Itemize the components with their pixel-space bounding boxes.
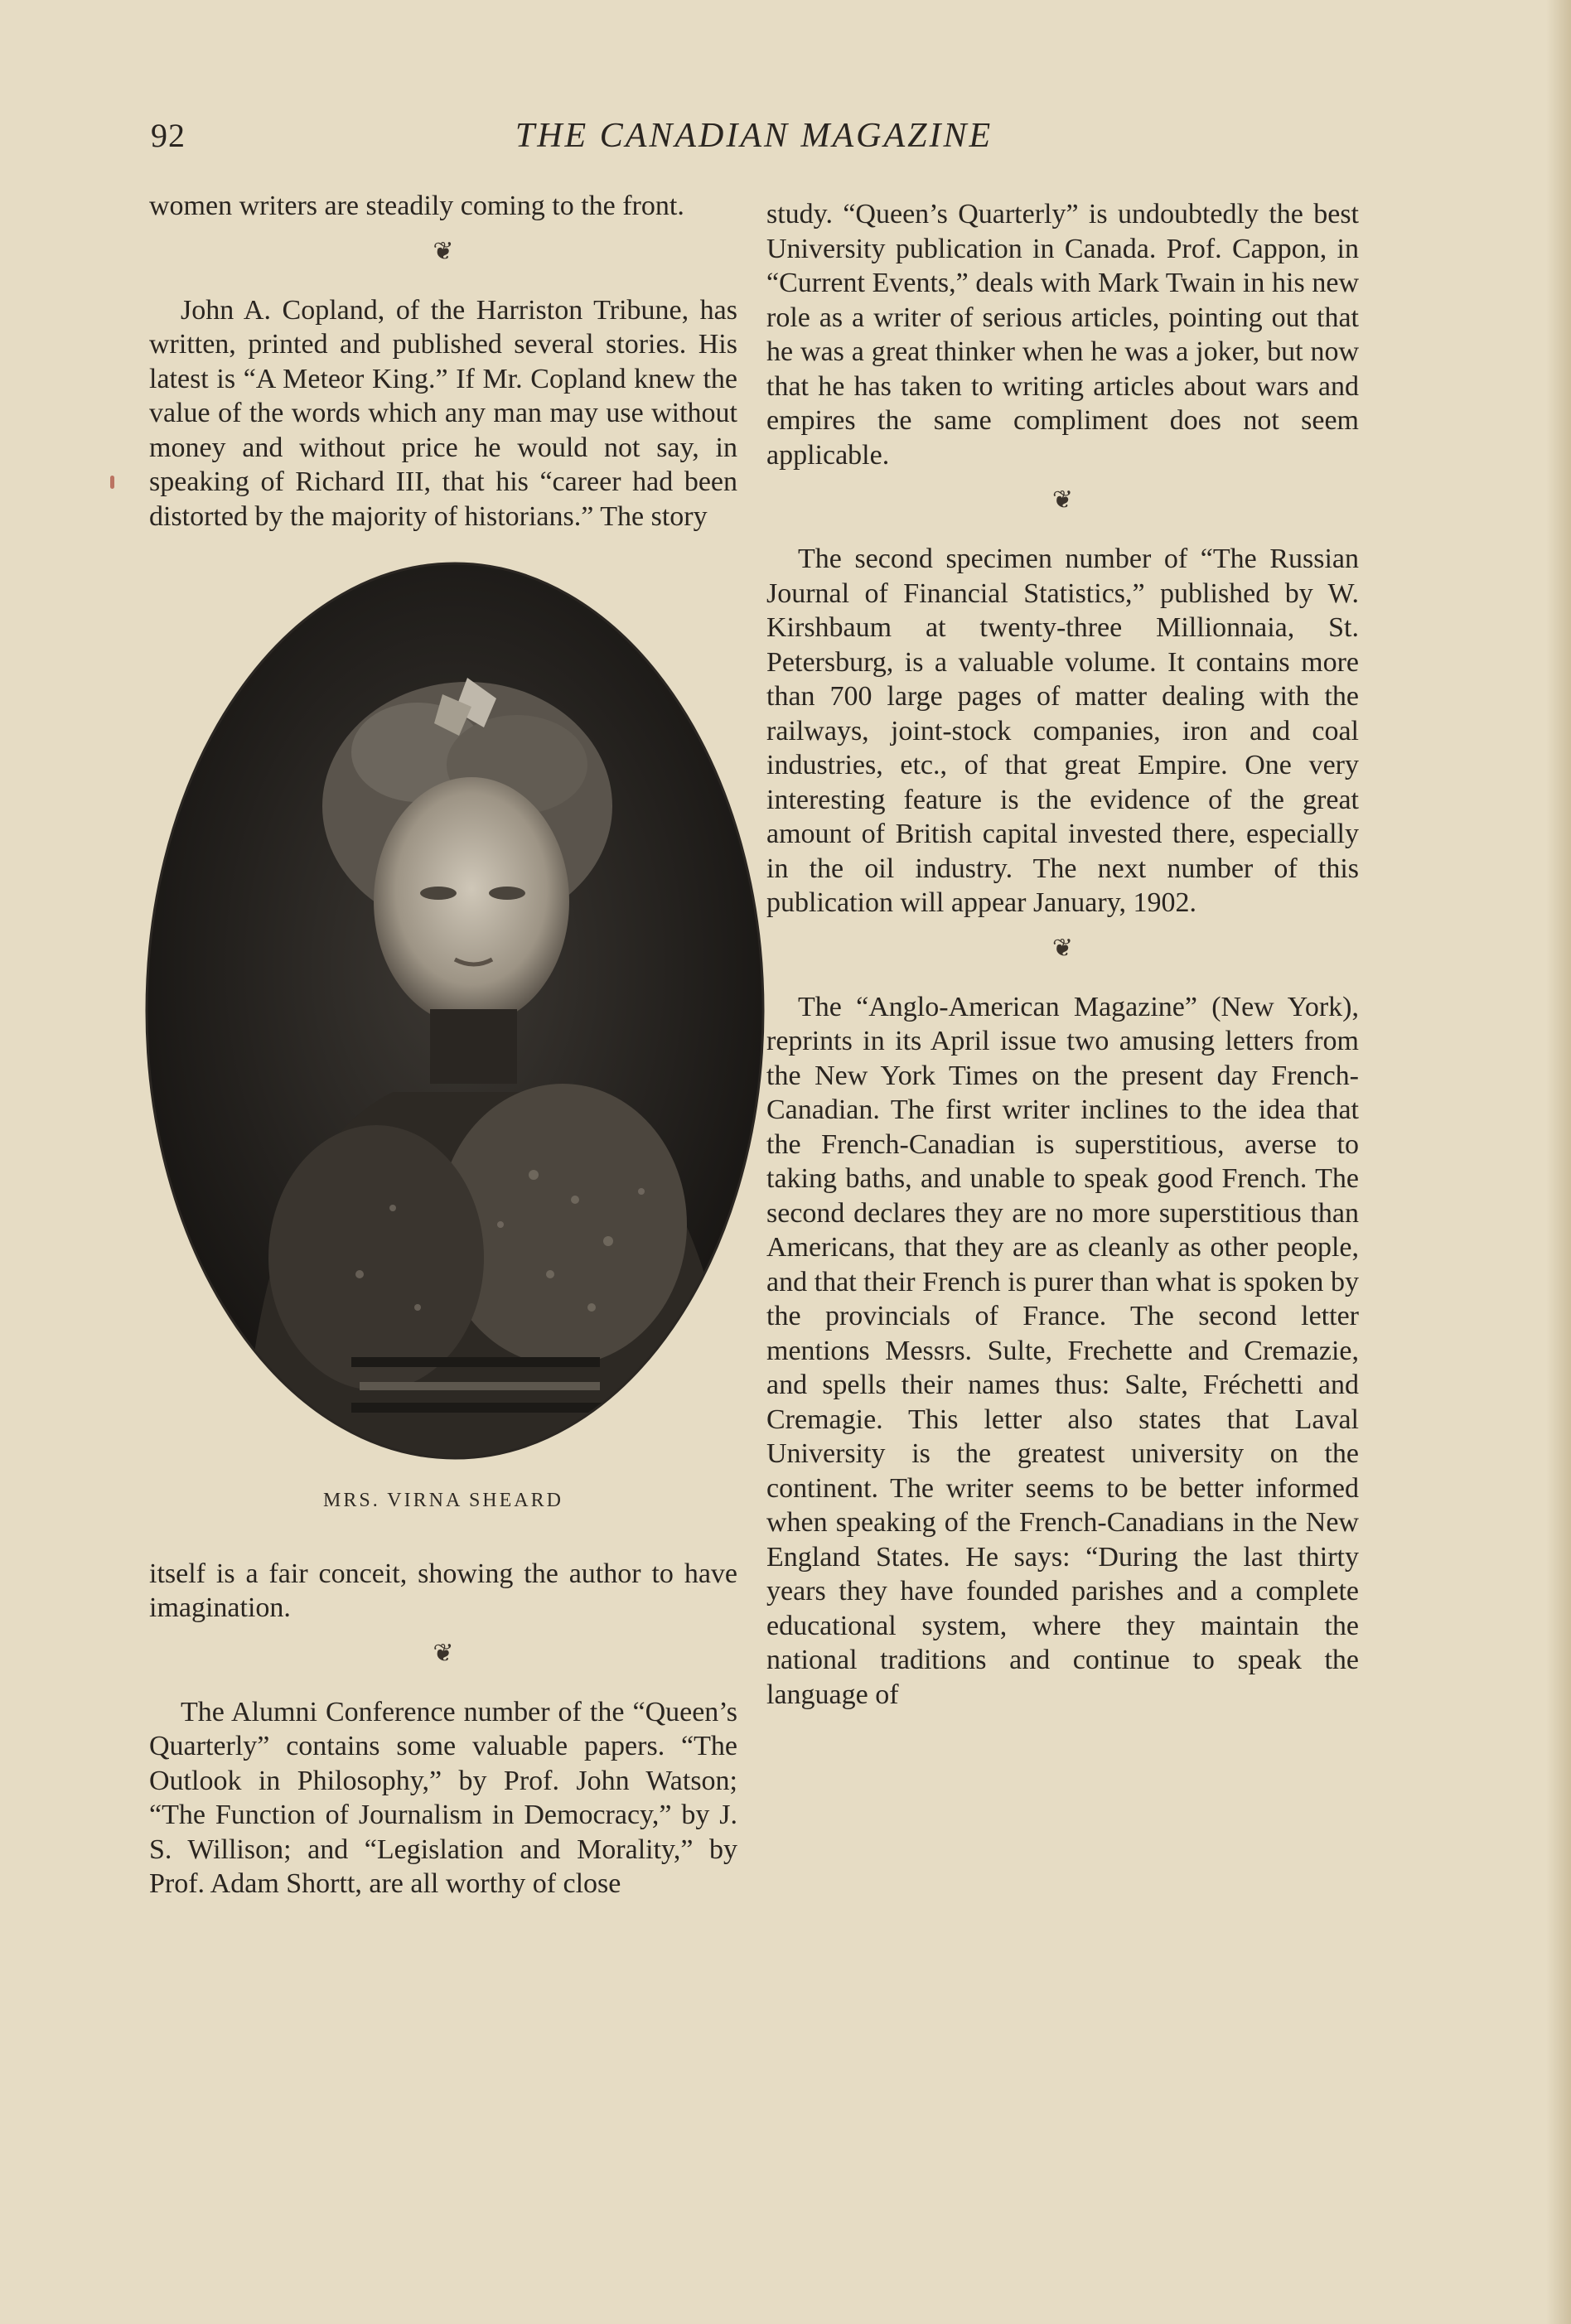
left-column: [149, 189, 737, 1901]
paragraph-queens-quarterly: study. “Queen’s Quarterly” is undoubtedly the best University publication in Canada. Prof. Cappon, in “Current Events,” deals with Mark Twain in his new role as a writer of serious articles, pointing out that he was a great thinker when he was a joker, but now that he has taken to writing articles about wars and empires the same compliment does not seem applicable.: [766, 199, 1359, 471]
ornament-icon: ❦: [433, 1639, 454, 1667]
paragraph-alumni-conference: The Alumni Conference number of the “Queen’s Quarterly” contains some valuable papers. “The Outlook in Philosophy,” by Prof. John Watson; “The Function of Journalism in Democracy,” by J. S. Willison; and “Legislation and Morality,” by Prof. Adam Shortt, are all worthy of close: [149, 1696, 737, 1899]
portrait-photo: [144, 562, 766, 1461]
running-title: THE CANADIAN MAGAZINE: [515, 117, 993, 155]
ornament-icon: ❦: [433, 237, 454, 265]
ornament-icon: ❦: [1051, 486, 1074, 514]
page-number: 92: [151, 117, 186, 154]
page-header: [149, 116, 1359, 166]
paragraph-copland: John A. Copland, of the Harriston Tribune, has written, printed and published several stories. His latest is “A Meteor King.” If Mr. Copland knew the value of the words which any man may use without money and without price he would not say, in speaking of Richard III, that his “career had been distorted by the majority of historians.” The story: [149, 294, 737, 532]
page-edge-shadow: [1546, 0, 1571, 2324]
paragraph-conceit: itself is a fair conceit, showing the author to have imagination.: [149, 1558, 737, 1623]
paragraph-russian-journal: The second specimen number of “The Russian Journal of Financial Statistics,” published by W. Kirshbaum at twenty-three Millionnaia, St. Petersburg, is a valuable volume. It contains more than 700 large pages of matter dealing with the railways, joint-stock companies, iron and coal industries, etc., of that great Empire. One very interesting feature is the evidence of the great amount of British capital invested there, especially in the oil industry. The next number of this publication will appear January, 1902.: [766, 544, 1359, 918]
paragraph-women-writers: women writers are steadily coming to the front.: [149, 191, 684, 221]
portrait-figure: [149, 562, 737, 1519]
ink-mark: [110, 476, 114, 489]
ornament-icon: ❦: [1051, 934, 1074, 962]
right-column: [766, 197, 1359, 1712]
portrait-caption: MRS. VIRNA SHEARD: [323, 1490, 563, 1511]
paragraph-anglo-american: The “Anglo-American Magazine” (New York), reprints in its April issue two amusing letters from the New York Times on the present day French-Canadian. The first writer inclines to the idea that the French-Canadian is superstitious, averse to taking baths, and unable to speak good French. The second declares they are no more superstitious than Americans, that they are as cleanly as other people, and that their French is purer than what is spoken by the provincials of France. The second letter mentions Messrs. Sulte, Frechette and Cremazie, and spells their names thus: Salte, Fréchetti and Cremagie. This letter also states that Laval University is the greatest university on the continent. The writer seems to be better informed when speaking of the French-Canadians in the New England States. He says: “During the last thirty years they have founded parishes and a complete educational system, where they maintain the national traditions and continue to speak the language of: [766, 991, 1359, 1710]
